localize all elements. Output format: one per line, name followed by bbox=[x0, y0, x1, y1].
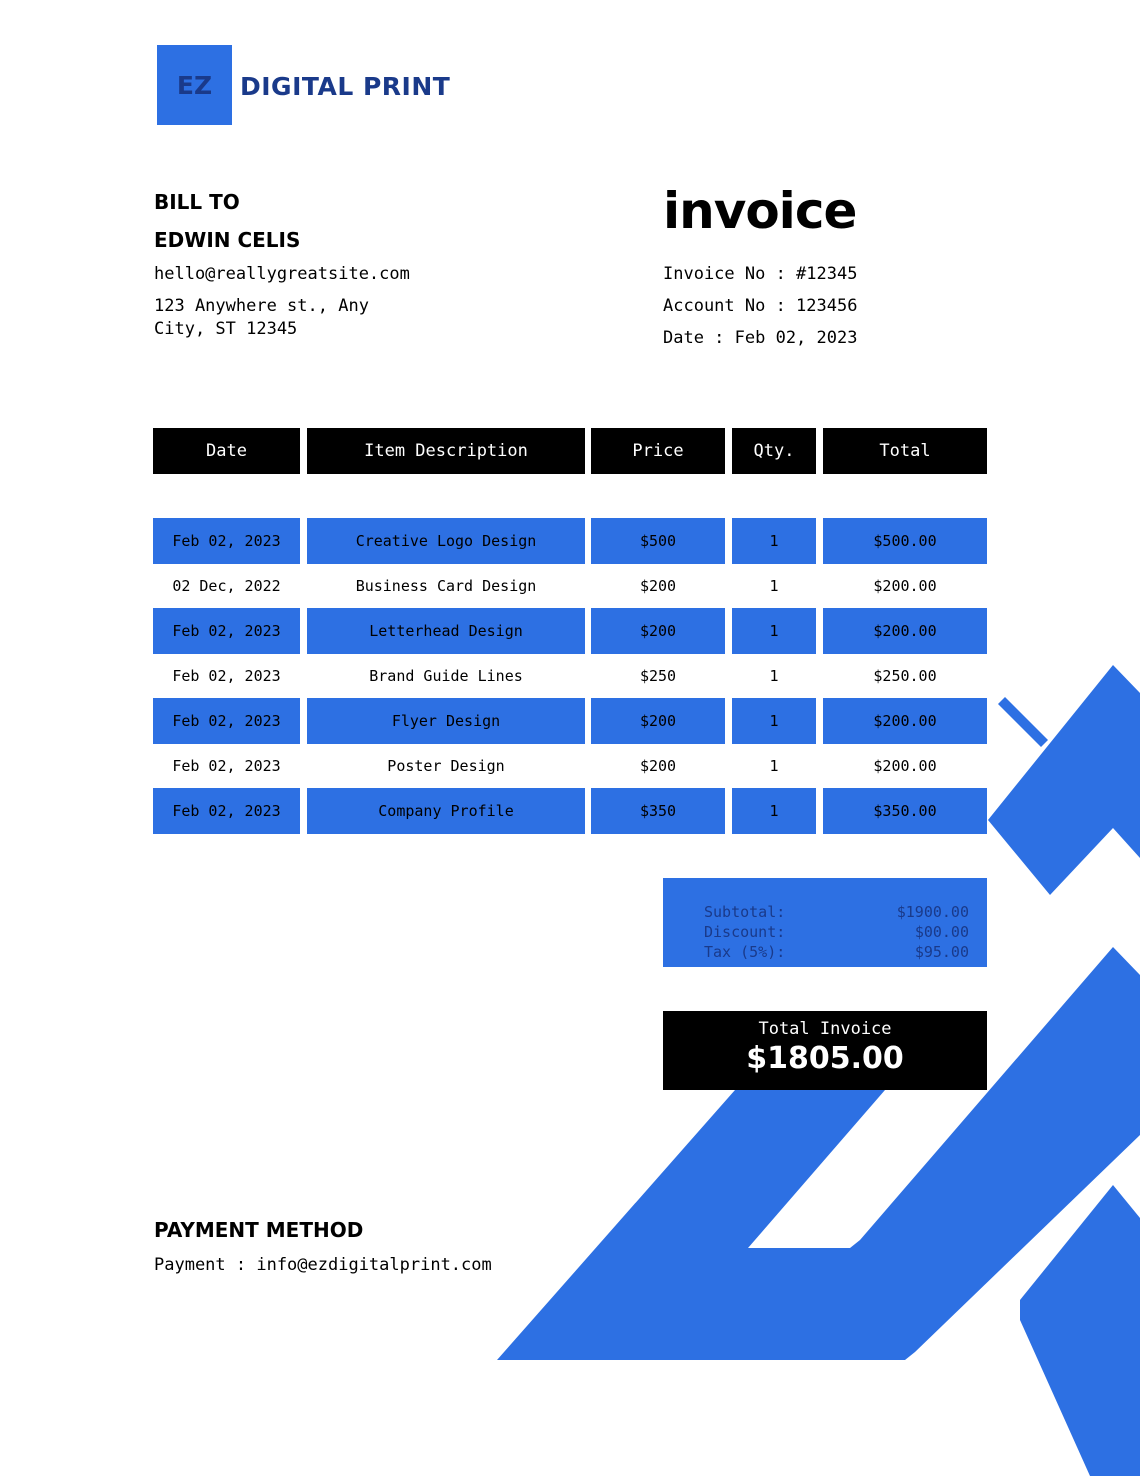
bill-to-email: hello@reallygreatsite.com bbox=[154, 264, 410, 284]
cell-date: Feb 02, 2023 bbox=[153, 608, 300, 654]
total-invoice-value: $1805.00 bbox=[746, 1041, 904, 1076]
bill-to-address-line2: City, ST 12345 bbox=[154, 319, 298, 339]
cell-qty: 1 bbox=[732, 788, 816, 834]
cell-price: $200 bbox=[591, 608, 725, 654]
tax-row bbox=[704, 942, 969, 962]
cell-price: $200 bbox=[591, 698, 725, 744]
cell-total: $200.00 bbox=[873, 577, 937, 595]
cell-date: Feb 02, 2023 bbox=[172, 667, 281, 685]
cell-total: $200.00 bbox=[823, 698, 987, 744]
cell-price: $250 bbox=[639, 667, 677, 685]
account-number: Account No : 123456 bbox=[663, 296, 858, 316]
logo-initials: EZ bbox=[176, 70, 213, 100]
cell-price: $200 bbox=[639, 757, 677, 775]
cell-total: $200.00 bbox=[823, 608, 987, 654]
total-invoice-box bbox=[663, 1011, 987, 1090]
invoice-title: invoice bbox=[663, 182, 857, 240]
cell-description: Flyer Design bbox=[307, 698, 585, 744]
cell-description: Business Card Design bbox=[355, 577, 537, 595]
cell-description: Company Profile bbox=[307, 788, 585, 834]
invoice-number: Invoice No : #12345 bbox=[663, 264, 858, 284]
subtotal-value: $1900.00 bbox=[896, 903, 969, 921]
cell-description: Poster Design bbox=[387, 757, 505, 775]
cell-qty: 1 bbox=[732, 518, 816, 564]
company-name: DIGITAL PRINT bbox=[240, 72, 451, 101]
payment-line: Payment : info@ezdigitalprint.com bbox=[154, 1255, 492, 1275]
decor-top-chevron bbox=[988, 665, 1140, 895]
bill-to-heading: BILL TO bbox=[154, 190, 240, 214]
discount-value: $00.00 bbox=[914, 923, 969, 941]
bill-to-name: EDWIN CELIS bbox=[154, 228, 301, 252]
cell-date: Feb 02, 2023 bbox=[153, 788, 300, 834]
header-qty: Qty. bbox=[732, 428, 816, 474]
header-date: Date bbox=[153, 428, 300, 474]
cell-qty: 1 bbox=[769, 577, 779, 595]
cell-date: Feb 02, 2023 bbox=[153, 518, 300, 564]
summary-box bbox=[663, 878, 987, 967]
discount-label: Discount: bbox=[704, 923, 786, 941]
tax-label: Tax (5%): bbox=[704, 943, 786, 961]
cell-description: Letterhead Design bbox=[307, 608, 585, 654]
header-total: Total bbox=[823, 428, 987, 474]
cell-total: $250.00 bbox=[873, 667, 937, 685]
invoice-date: Date : Feb 02, 2023 bbox=[663, 328, 858, 348]
tax-value: $95.00 bbox=[914, 943, 969, 961]
subtotal-label: Subtotal: bbox=[704, 903, 786, 921]
cell-qty: 1 bbox=[732, 608, 816, 654]
cell-qty: 1 bbox=[732, 698, 816, 744]
cell-price: $200 bbox=[639, 577, 677, 595]
cell-price: $500 bbox=[591, 518, 725, 564]
payment-heading: PAYMENT METHOD bbox=[154, 1218, 364, 1242]
discount-row bbox=[704, 922, 969, 942]
bill-to-address-line1: 123 Anywhere st., Any bbox=[154, 296, 369, 316]
cell-price: $350 bbox=[591, 788, 725, 834]
cell-date: Feb 02, 2023 bbox=[153, 698, 300, 744]
cell-date: Feb 02, 2023 bbox=[172, 757, 281, 775]
cell-description: Creative Logo Design bbox=[307, 518, 585, 564]
company-logo bbox=[157, 45, 232, 125]
cell-qty: 1 bbox=[769, 757, 779, 775]
cell-date: 02 Dec, 2022 bbox=[172, 577, 281, 595]
cell-qty: 1 bbox=[769, 667, 779, 685]
header-price: Price bbox=[591, 428, 725, 474]
cell-total: $350.00 bbox=[823, 788, 987, 834]
header-description: Item Description bbox=[307, 428, 585, 474]
decor-small-tick bbox=[998, 697, 1048, 747]
cell-total: $200.00 bbox=[873, 757, 937, 775]
cell-total: $500.00 bbox=[823, 518, 987, 564]
total-invoice-label: Total Invoice bbox=[758, 1019, 892, 1039]
subtotal-row bbox=[704, 902, 969, 922]
cell-description: Brand Guide Lines bbox=[369, 667, 523, 685]
